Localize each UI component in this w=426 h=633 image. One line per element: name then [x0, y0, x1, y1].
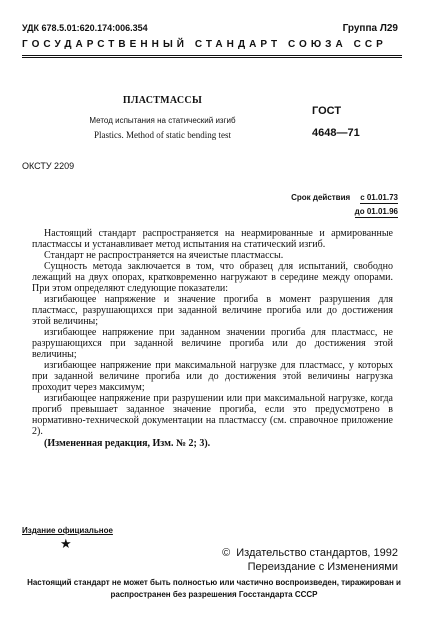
official-edition-label: Издание официальное — [22, 526, 113, 535]
paragraph: изгибающее напряжение при заданном значении прогиба для пластмасс, не разрушающихся при заданной величине прогиба или до достижения этой величины; — [32, 327, 393, 360]
header-rule-bottom — [22, 57, 402, 58]
reissue-line: Переиздание с Изменениями — [247, 561, 398, 573]
gost-label: ГОСТ — [312, 105, 342, 117]
group-code: Группа Л29 — [342, 23, 398, 34]
paragraph: изгибающее напряжение и значение прогиба в момент разрушения для пластмасс, разрушающихся при заданной величине прогиба или до достижения этой величины; — [32, 294, 393, 327]
paragraph: Настоящий стандарт распространяется на неармированные и армированные пластмассы и устанавливает метод испытания на статический изгиб. — [32, 228, 393, 250]
okstu-code: ОКСТУ 2209 — [22, 161, 75, 171]
title-main: ПЛАСТМАССЫ — [122, 95, 203, 106]
copyright-icon: © — [222, 547, 231, 559]
amendment-note: (Измененная редакция, Изм. № 2; 3). — [44, 438, 211, 449]
body-text — [32, 228, 393, 449]
validity-from: с 01.01.73 — [360, 193, 398, 202]
validity-to: до 01.01.96 — [354, 207, 398, 216]
publisher-line — [222, 547, 398, 559]
validity-label: Срок действия — [291, 193, 351, 202]
gost-number: 4648—71 — [312, 127, 360, 139]
udk-code: УДК 678.5.01:620.174:006.354 — [22, 23, 148, 33]
publisher-text: Издательство стандартов, 1992 — [236, 547, 398, 559]
validity-block — [291, 193, 398, 218]
paragraph: Сущность метода заключается в том, что образец для испытаний, свободно лежащий на двух опорах, кратковременно нагружают в середине между опорами. При этом определяют следующие показатели: — [32, 261, 393, 294]
standard-header-title: ГОСУДАРСТВЕННЫЙ СТАНДАРТ СОЮЗА ССР — [22, 39, 387, 50]
title-block — [40, 95, 285, 140]
title-english: Plastics. Method of static bending test — [94, 130, 231, 140]
reproduction-notice: Настоящий стандарт не может быть полностью или частично воспроизведен, тиражирован и распространен без разрешения Госстандарта СССР — [27, 578, 401, 599]
title-russian: Метод испытания на статический изгиб — [89, 116, 236, 125]
paragraph: изгибающее напряжение при разрушении или при максимальной нагрузке, когда прогиб превышает заданное значение прогиба, если это предусмотрено в нормативно-технической документации на пластмассу (см. справочное приложение 2). — [32, 393, 393, 437]
paragraph: изгибающее напряжение при максимальной нагрузке для пластмасс, у которых при заданной величине прогиба или до достижения этой величины нагрузка проходит через максимум; — [32, 360, 393, 393]
paragraph: Стандарт не распространяется на ячеистые пластмассы. — [44, 250, 284, 261]
star-icon: ★ — [60, 536, 72, 551]
header-rule-top — [22, 55, 402, 56]
